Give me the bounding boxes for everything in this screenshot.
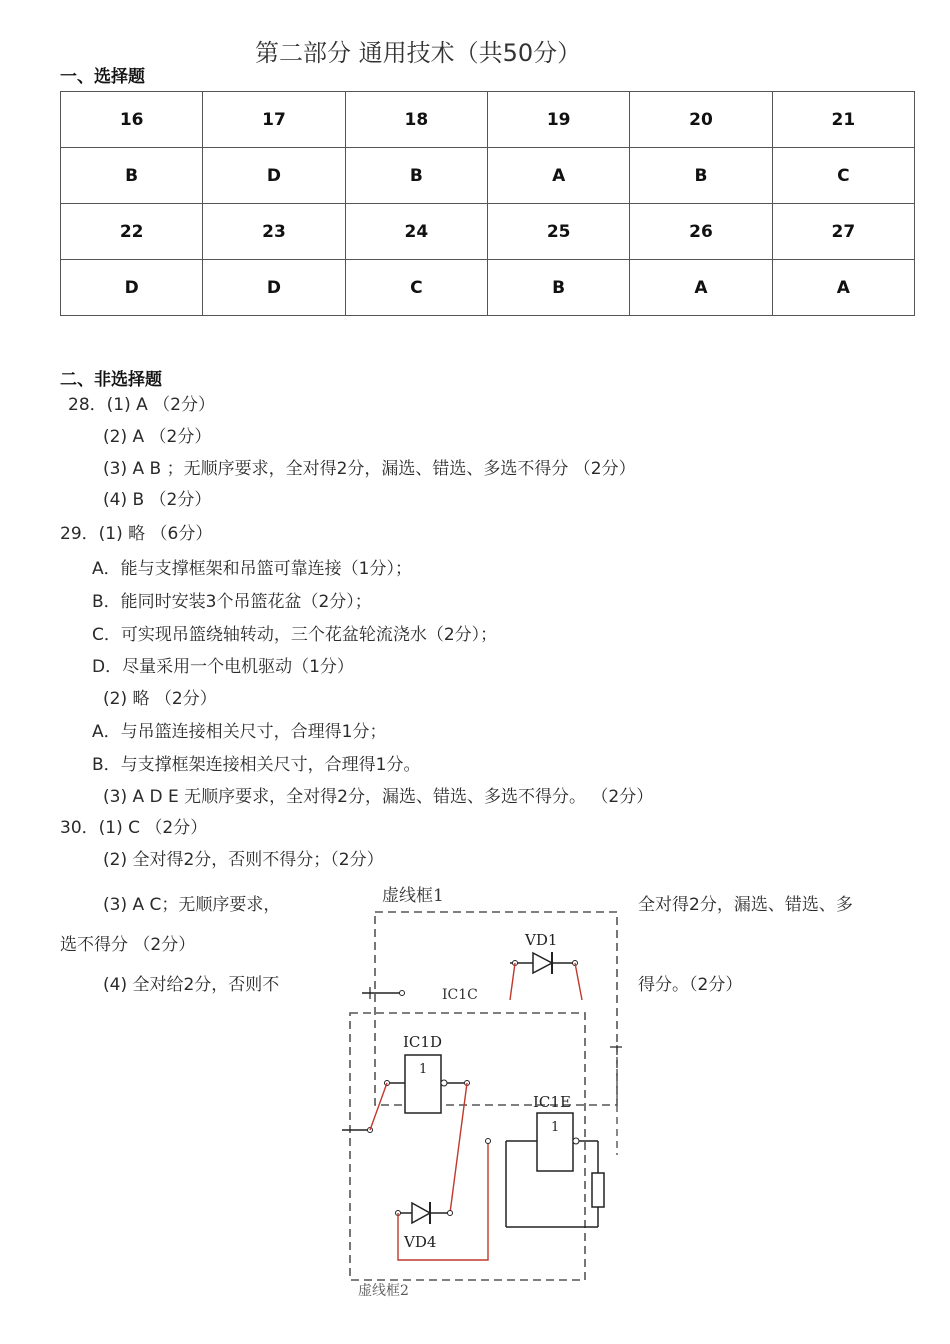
answer-line: B．能同时安装3个吊篮花盆（2分）；: [92, 592, 372, 612]
page-header-title: 第二部分 通用技术（共50分）: [255, 39, 582, 67]
answer-line: (3) A B ；无顺序要求，全对得2分，漏选、错选、多选不得分 （2分）: [103, 459, 636, 479]
table-cell: 20: [630, 92, 772, 148]
table-cell: D: [61, 260, 203, 316]
table-cell: 26: [630, 204, 772, 260]
ic1d-label: IC1D: [403, 1033, 442, 1051]
answer-line: C．可实现吊篮绕轴转动，三个花盆轮流浇水（2分）；: [92, 625, 498, 645]
red-wire: [370, 1083, 387, 1130]
table-cell: A: [487, 148, 629, 204]
answer-line: 得分。（2分）: [638, 975, 743, 995]
red-wire: [575, 963, 582, 1000]
circuit-svg: [330, 875, 650, 1300]
table-row: [61, 92, 915, 148]
answer-line: (2) 略 （2分）: [103, 689, 217, 709]
table-cell: 18: [345, 92, 487, 148]
red-wire: [510, 963, 515, 1000]
table-cell: 23: [203, 204, 345, 260]
table-cell: 21: [772, 92, 914, 148]
table-cell: 25: [487, 204, 629, 260]
answer-line: A．与吊篮连接相关尺寸，合理得1分；: [92, 722, 387, 742]
answer-line: (2) 全对得2分，否则不得分；（2分）: [103, 850, 384, 870]
answer-line: A．能与支撑框架和吊篮可靠连接（1分）；: [92, 559, 412, 579]
table-cell: B: [345, 148, 487, 204]
table-cell: 17: [203, 92, 345, 148]
answer-line: (4) B （2分）: [103, 490, 212, 510]
box2-label: 虚线框2: [358, 1283, 409, 1299]
table-cell: A: [772, 260, 914, 316]
section-choice-title: 一、选择题: [60, 67, 145, 87]
answer-line: (2) A （2分）: [103, 427, 212, 447]
inverter-bubble: [441, 1080, 447, 1086]
resistor-icon: [592, 1173, 604, 1207]
table-cell: 24: [345, 204, 487, 260]
table-cell: A: [630, 260, 772, 316]
answer-line: 30．(1) C （2分）: [60, 818, 208, 838]
ic1d-gate-symbol: 1: [419, 1062, 428, 1077]
red-wire: [450, 1083, 467, 1213]
answer-line: 29．(1) 略 （6分）: [60, 524, 213, 544]
table-cell: 19: [487, 92, 629, 148]
answer-line: 选不得分 （2分）: [60, 935, 196, 955]
ic1c-label: IC1C: [442, 987, 478, 1003]
section-nonchoice-title: 二、非选择题: [60, 370, 162, 390]
answer-line: 全对得2分，漏选、错选、多: [638, 895, 853, 915]
table-cell: B: [630, 148, 772, 204]
answer-table: [60, 91, 915, 316]
inverter-bubble: [573, 1138, 579, 1144]
answer-line: (3) A C；无顺序要求，: [103, 895, 281, 915]
table-cell: 16: [61, 92, 203, 148]
table-row: [61, 204, 915, 260]
table-cell: C: [345, 260, 487, 316]
table-cell: B: [61, 148, 203, 204]
terminal-dot: [486, 1139, 491, 1144]
ic1e-label: IC1E: [533, 1093, 571, 1111]
vd1-label: VD1: [525, 931, 558, 949]
answer-line: 28．(1) A （2分）: [68, 395, 215, 415]
table-cell: D: [203, 260, 345, 316]
table-cell: D: [203, 148, 345, 204]
terminal-dot: [400, 991, 405, 996]
ic1e-gate-symbol: 1: [551, 1120, 560, 1135]
table-cell: C: [772, 148, 914, 204]
answer-line: B．与支撑框架连接相关尺寸，合理得1分。: [92, 755, 421, 775]
answer-line: (4) 全对给2分，否则不: [103, 975, 280, 995]
vd4-label: VD4: [404, 1233, 437, 1251]
terminal-dot: [448, 1211, 453, 1216]
table-cell: B: [487, 260, 629, 316]
table-cell: 27: [772, 204, 914, 260]
vd4-diode-icon: [412, 1203, 430, 1223]
answer-line: D．尽量采用一个电机驱动（1分）: [92, 657, 354, 677]
answer-line: (3) A D E 无顺序要求，全对得2分，漏选、错选、多选不得分。 （2分）: [103, 787, 654, 807]
circuit-diagram: [330, 875, 650, 1300]
table-row: [61, 148, 915, 204]
box1-label: 虚线框1: [382, 886, 444, 906]
vd1-diode-icon: [533, 953, 552, 973]
table-row: [61, 260, 915, 316]
table-cell: 22: [61, 204, 203, 260]
